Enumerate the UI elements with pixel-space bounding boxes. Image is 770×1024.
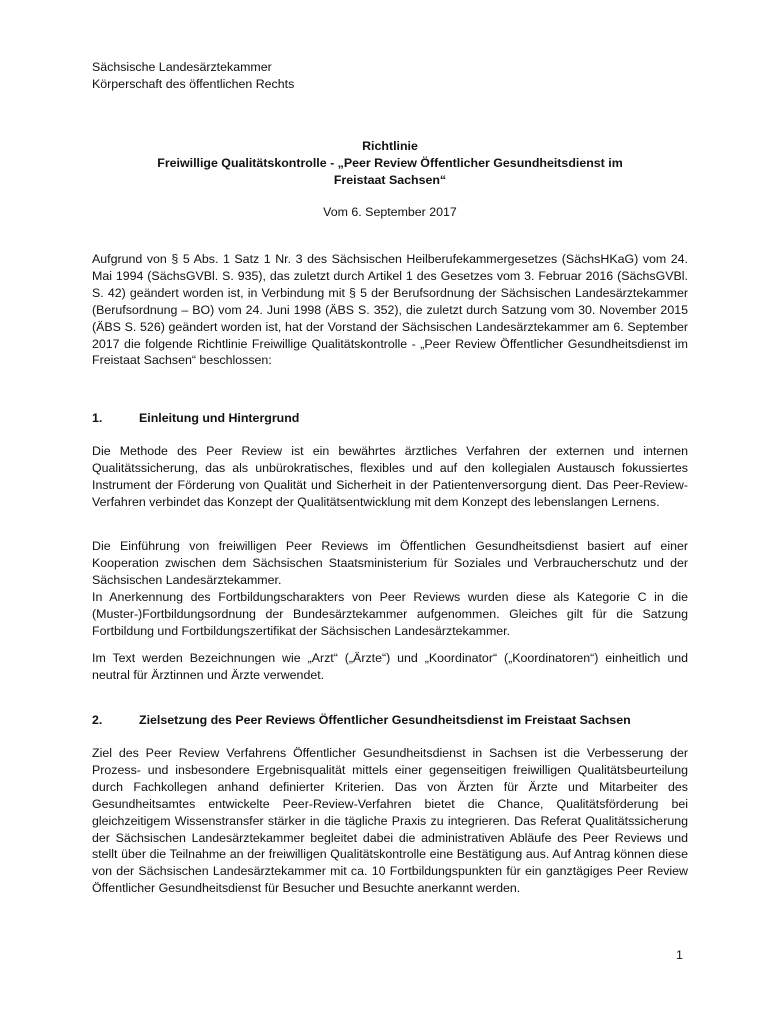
document-date: Vom 6. September 2017 [323,205,457,219]
page-number: 1 [676,948,683,962]
title-line-1: Richtlinie [362,139,418,153]
section-2-number: 2. [92,713,103,727]
section-1-paragraph-1: Die Methode des Peer Review ist ein bewährtes ärztliches Verfahren der externen und internen Qualitätssicherung, das als unbürokratisches, flexibles und auf den kollegialen Austausch fokussiertes Instrument der Förderung von Qualität und Sicherheit in der Patientenversorgung dient. Das Peer-Review-Verfahren verbindet das Konzept der Qualitätsentwicklung mit dem Konzept des lebenslangen Lernens. [92,444,688,509]
section-2-title: Zielsetzung des Peer Reviews Öffentlicher Gesundheitsdienst im Freistaat Sachsen [139,713,631,727]
title-line-2: Freiwillige Qualitätskontrolle - „Peer Review Öffentlicher Gesundheitsdienst im [157,155,623,170]
letterhead [92,59,688,93]
section-1-paragraph-3: Im Text werden Bezeichnungen wie „Arzt“ („Ärzte“) und „Koordinator“ („Koordinatoren“) einheitlich und neutral für Ärztinnen und Ärzte verwendet. [92,651,688,682]
section-1-title: Einleitung und Hintergrund [139,411,300,425]
section-1-paragraph-2b: In Anerkennung des Fortbildungscharakters von Peer Reviews wurden diese als Kategorie C in die (Muster-)Fortbildungsordnung der Bundesärztekammer aufgenommen. Gleiches gilt für die Satzung Fortbildung und Fortbildungszertifikat der Sächsischen Landesärztekammer. [92,590,688,638]
section-2-paragraph-1: Ziel des Peer Review Verfahrens Öffentlicher Gesundheitsdienst in Sachsen ist die Verbesserung der Prozess- und insbesondere Ergebnisqualität mittels einer gegenseitigen freiwilligen Qualitätsbeurteilung durch Fachkollegen anhand definierter Kriterien. Das von Ärzten für Ärzte und Mitarbeiter des Gesundheitsamtes entwickelte Peer-Review-Verfahren bietet die Chance, Qualitätsförderung bei gleichzeitigem Wissenstransfer stärker in die tägliche Praxis zu integrieren. Das Referat Qualitätssicherung der Sächsischen Landesärztekammer begleitet dabei die administrativen Abläufe des Peer Reviews und stellt über die Teilnahme an der freiwilligen Qualitätskontrolle eine Bestätigung aus. Auf Antrag können diese von der Sächsischen Landesärztekammer mit ca. 10 Fortbildungspunkten für ein ganztägiges Peer Review Öffentlicher Gesundheitsdienst für Besucher und Besuchte anerkannt werden. [92,746,688,896]
title-line-3: Freistaat Sachsen“ [333,172,447,187]
org-legal-form: Körperschaft des öffentlichen Rechts [92,76,295,91]
section-2-heading [92,712,692,729]
document-title [92,138,688,189]
org-name: Sächsische Landesärztekammer [92,60,272,74]
section-1-paragraph-2a: Die Einführung von freiwilligen Peer Reviews im Öffentlichen Gesundheitsdienst basiert auf einer Kooperation zwischen dem Sächsischen Staatsministerium für Soziales und Verbraucherschutz und der Sächsischen Landesärztekammer. [92,539,688,587]
preamble-paragraph: Aufgrund von § 5 Abs. 1 Satz 1 Nr. 3 des Sächsischen Heilberufekammergesetzes (SächsHKaG) vom 24. Mai 1994 (SächsGVBl. S. 935), das zuletzt durch Artikel 1 des Gesetzes vom 3. Februar 2016 (SächsGVBl. S. 42) geändert worden ist, in Verbindung mit § 5 der Berufsordnung der Sächsischen Landesärztekammer (Berufsordnung – BO) vom 24. Juni 1998 (ÄBS S. 352), die zuletzt durch Satzung vom 30. November 2015 (ÄBS S. 526) geändert worden ist, hat der Vorstand der Sächsischen Landesärztekammer am 6. September 2017 die folgende Richtlinie Freiwillige Qualitätskontrolle - „Peer Review Öffentlicher Gesundheitsdienst im Freistaat Sachsen“ beschlossen: [92,252,688,368]
section-1-number: 1. [92,411,103,425]
section-1-heading [92,410,692,427]
